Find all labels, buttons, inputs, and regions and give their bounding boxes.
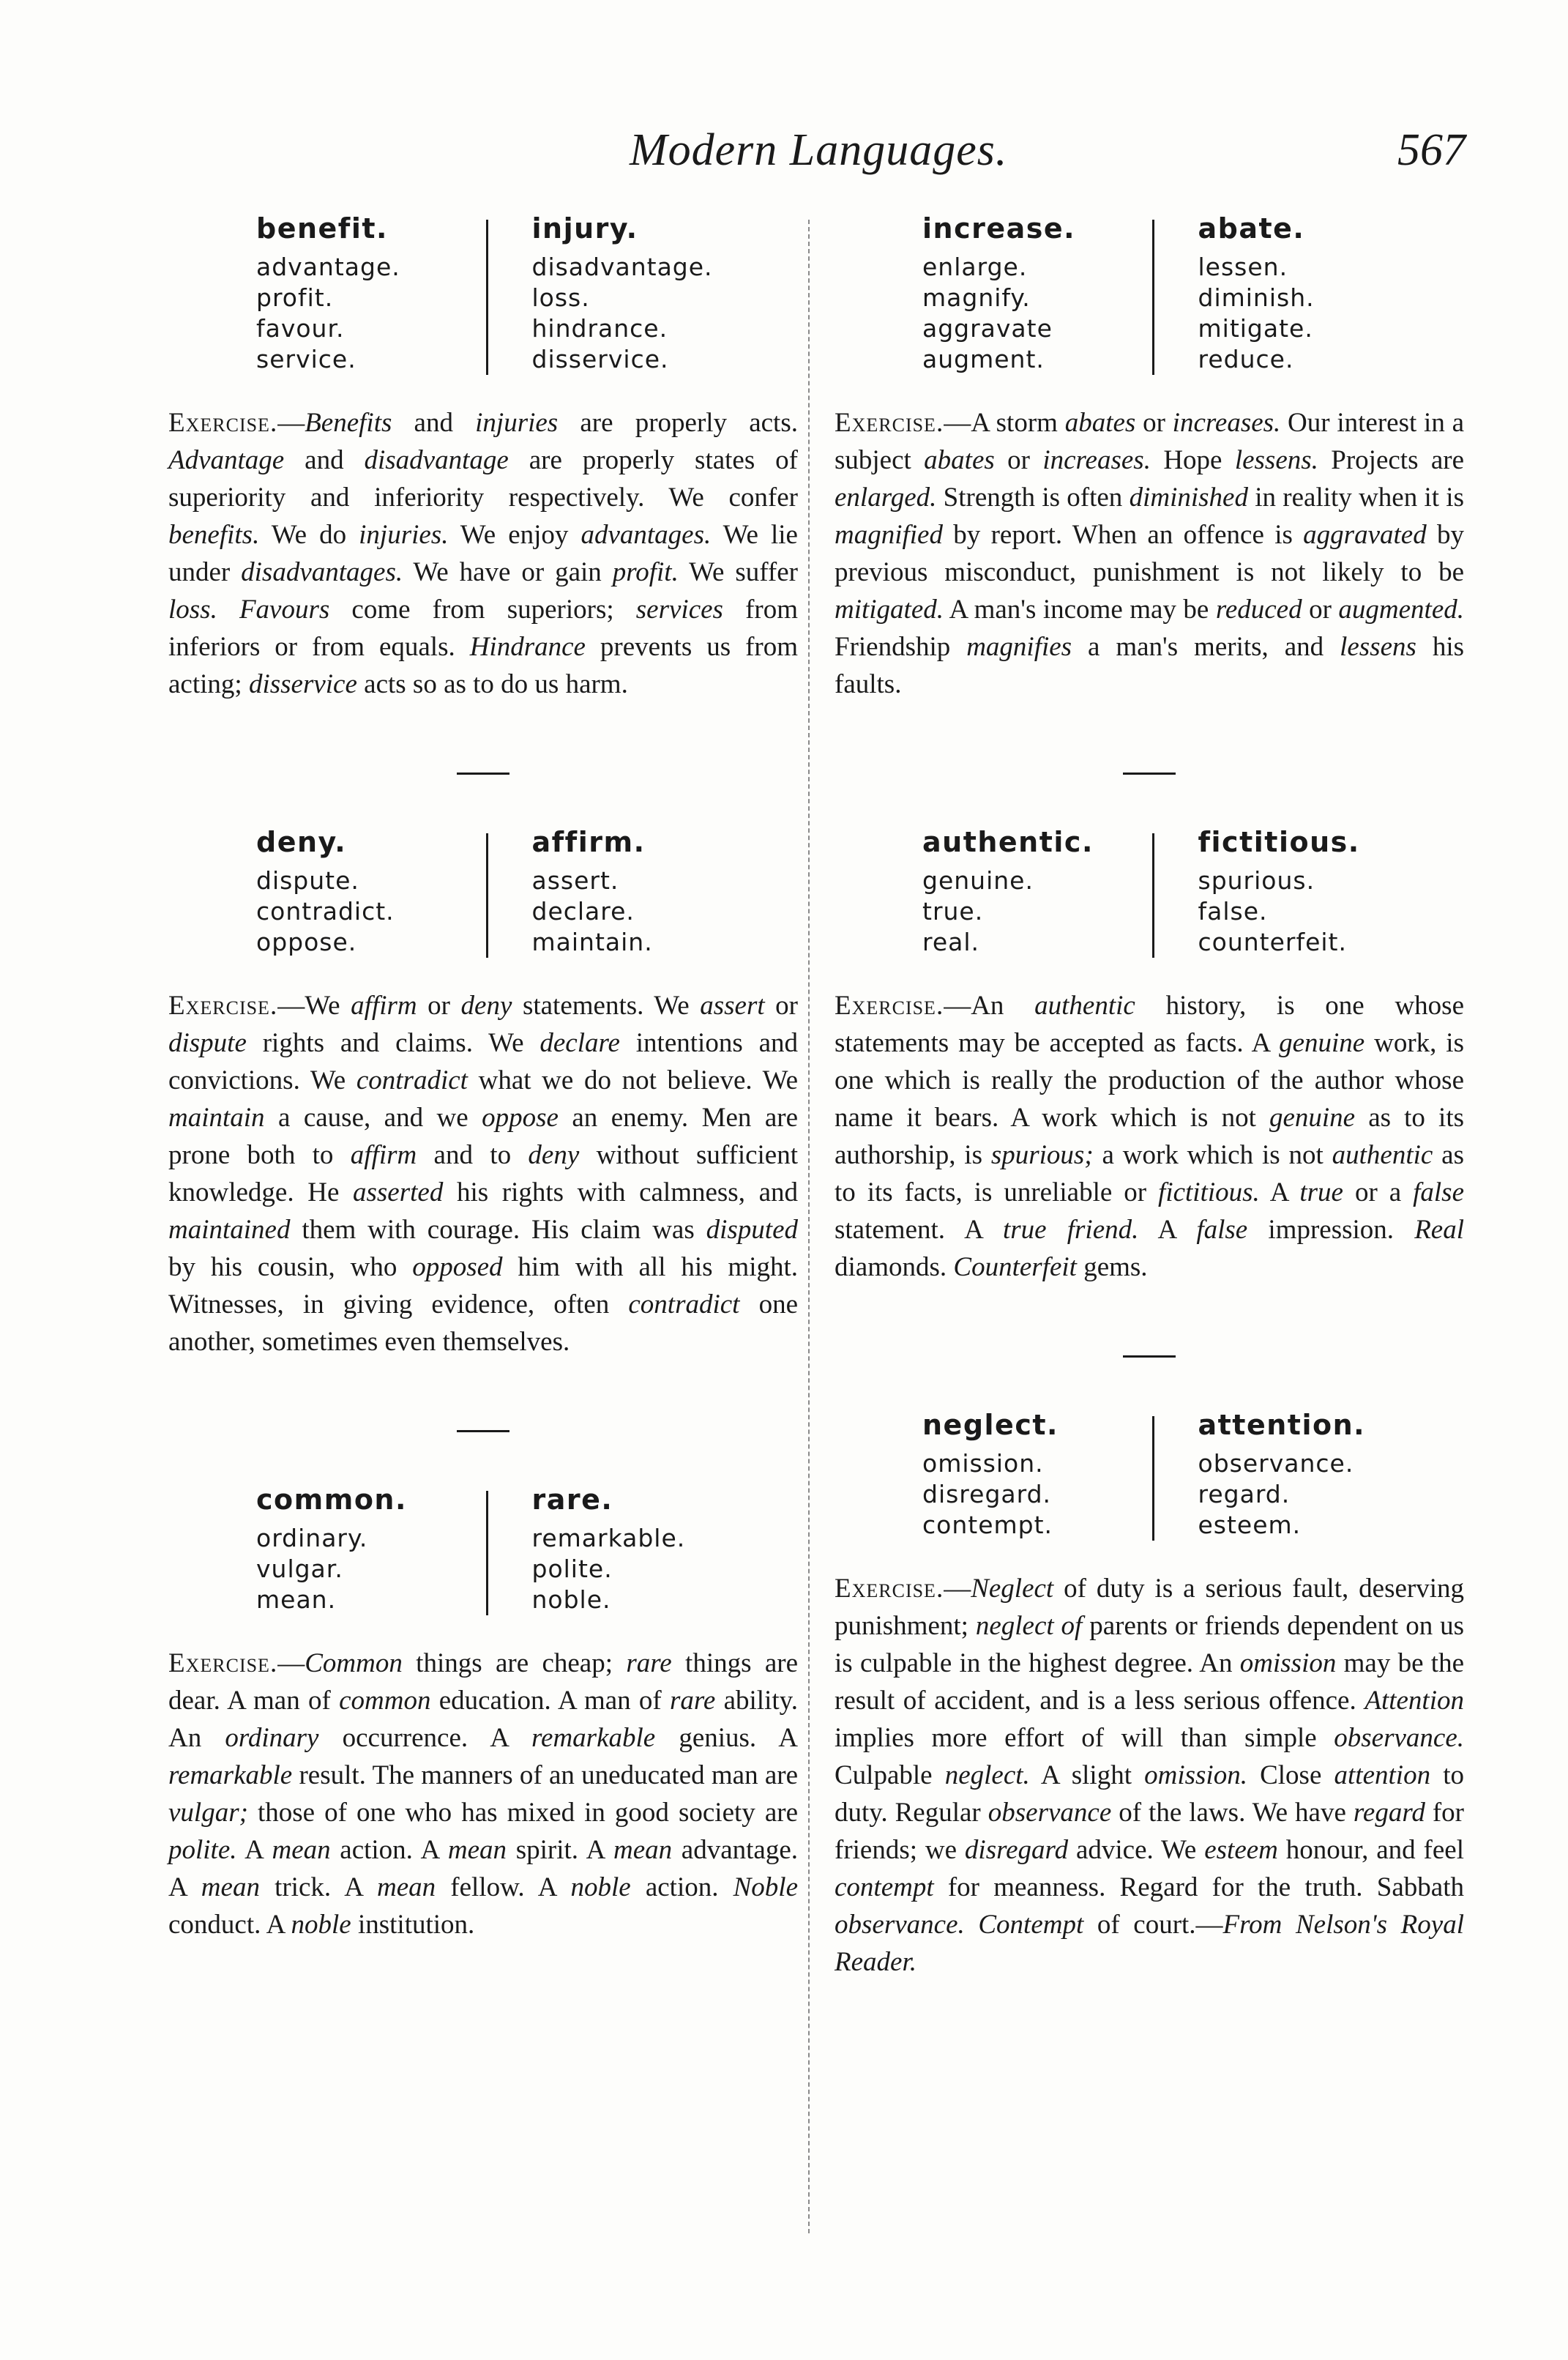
italic-term: attention — [1334, 1760, 1431, 1790]
synonym-group-affirm — [488, 826, 762, 958]
text: We do — [259, 520, 359, 550]
text: of duty is a serious fault, deserving punishment; — [835, 1574, 1464, 1641]
synonym: esteem. — [1198, 1511, 1302, 1539]
head-word: rare. — [531, 1484, 613, 1516]
text: his rights with calmness, and — [443, 1177, 798, 1207]
italic-term: Advantage — [168, 445, 285, 475]
italic-term: maintain — [168, 1103, 265, 1133]
synonym-group-rare — [488, 1484, 762, 1615]
synonym: favour. — [256, 314, 345, 343]
italic-term: contradict — [356, 1065, 468, 1095]
text: history, is one whose statements may be accepted as facts. A — [835, 991, 1464, 1058]
synonym: maintain. — [531, 928, 653, 956]
italic-term: Contempt — [978, 1910, 1084, 1940]
synonym: declare. — [531, 897, 635, 926]
text: diamonds. — [835, 1252, 954, 1282]
synonym: lessen. — [1198, 253, 1288, 281]
synonym-group-authentic — [871, 826, 1152, 958]
synonym-group-common — [205, 1484, 486, 1615]
synonym-group-increase — [871, 212, 1152, 375]
italic-term: augmented. — [1338, 595, 1464, 625]
italic-term: increases. — [1172, 408, 1281, 438]
text: conduct. A — [168, 1910, 291, 1940]
text: of court.— — [1083, 1910, 1223, 1940]
text: advantage. A — [168, 1835, 798, 1902]
text — [217, 595, 239, 625]
text: Friendship — [835, 632, 967, 662]
italic-term: mean — [613, 1835, 673, 1865]
italic-term: regard — [1353, 1798, 1425, 1828]
italic-term: omission. — [1144, 1760, 1247, 1790]
text: and — [392, 408, 476, 438]
synonym-pair-benefit-injury — [205, 212, 761, 375]
italic-term: vulgar; — [168, 1798, 248, 1828]
text: ability. An — [168, 1686, 798, 1753]
italic-term: Counterfeit — [953, 1252, 1077, 1282]
synonym: oppose. — [256, 928, 357, 956]
italic-term: noble — [291, 1910, 351, 1940]
text: or — [417, 991, 461, 1021]
exercise-label: Exercise. — [835, 1574, 944, 1604]
italic-term: injuries — [475, 408, 559, 438]
exercise-label: Exercise. — [168, 991, 278, 1021]
exercise-paragraph — [168, 404, 798, 703]
text: — — [944, 1574, 971, 1604]
synonym: reduce. — [1198, 345, 1294, 373]
italic-term: disservice — [248, 669, 357, 699]
text: are properly acts. — [558, 408, 798, 438]
italic-term: authentic — [1332, 1140, 1433, 1170]
synonym: observance. — [1198, 1449, 1354, 1478]
text: of the laws. We have — [1111, 1798, 1354, 1828]
synonym: regard. — [1198, 1480, 1291, 1508]
synonym-group-injury — [488, 212, 762, 375]
head-word: benefit. — [256, 212, 388, 245]
synonym-group-neglect — [871, 1409, 1152, 1541]
italic-term: From Nelson's Royal Reader. — [835, 1910, 1464, 1977]
text: without sufficient knowledge. He — [168, 1140, 798, 1207]
italic-term: mean — [377, 1872, 436, 1902]
italic-term: services — [635, 595, 723, 625]
text: what we do not believe. We — [467, 1065, 799, 1095]
synonym: dispute. — [256, 866, 359, 895]
italic-term: ordinary — [225, 1723, 319, 1753]
italic-term: authentic — [1034, 991, 1135, 1021]
text: statements. We — [512, 991, 701, 1021]
synonym: real. — [922, 928, 980, 956]
italic-term: diminished — [1129, 483, 1248, 513]
italic-term: mean — [201, 1872, 260, 1902]
synonym: aggravate — [922, 314, 1053, 343]
italic-term: Noble — [733, 1872, 798, 1902]
synonym-group-attention — [1154, 1409, 1428, 1541]
synonym-group-deny — [205, 826, 486, 958]
head-word: common. — [256, 1484, 407, 1516]
text: and to — [417, 1140, 529, 1170]
text: Projects are — [1318, 445, 1464, 475]
italic-term: oppose — [482, 1103, 559, 1133]
synonym-pair-increase-abate — [871, 212, 1427, 375]
text: or — [1135, 408, 1173, 438]
italic-term: true — [1299, 1177, 1343, 1207]
text: institution. — [351, 1910, 475, 1940]
exercise-paragraph — [168, 1645, 798, 1943]
text: or a — [1343, 1177, 1414, 1207]
text: A man's income may be — [944, 595, 1216, 625]
text: fellow. A — [436, 1872, 571, 1902]
synonym-group-abate — [1154, 212, 1428, 375]
exercise-label: Exercise. — [168, 1648, 278, 1678]
exercise-paragraph — [835, 987, 1464, 1286]
synonym: advantage. — [256, 253, 400, 281]
text: rights and claims. We — [246, 1028, 540, 1058]
running-title: Modern Languages. — [630, 125, 1008, 175]
italic-term: true friend. — [1003, 1215, 1139, 1245]
text: or — [994, 445, 1043, 475]
italic-term: spurious; — [990, 1140, 1094, 1170]
text: A slight — [1029, 1760, 1145, 1790]
italic-term: enlarged. — [835, 483, 937, 513]
text: prevents us from acting; — [168, 632, 798, 699]
italic-term: false — [1196, 1215, 1248, 1245]
italic-term: assert — [700, 991, 765, 1021]
text: Culpable — [835, 1760, 945, 1790]
text: or — [1302, 595, 1339, 625]
synonym-group-benefit — [205, 212, 486, 375]
italic-term: disregard — [964, 1835, 1069, 1865]
text: trick. A — [259, 1872, 377, 1902]
synonym: disregard. — [922, 1480, 1052, 1508]
italic-term: false — [1413, 1177, 1465, 1207]
synonym: true. — [922, 897, 984, 926]
text: —A storm — [944, 408, 1065, 438]
text: We lie under — [168, 520, 798, 587]
italic-term: contempt — [835, 1872, 934, 1902]
synonym: service. — [256, 345, 356, 373]
head-word: attention. — [1198, 1409, 1366, 1441]
italic-term: lessens. — [1234, 445, 1318, 475]
text: things are cheap; — [402, 1648, 627, 1678]
italic-term: omission — [1239, 1648, 1337, 1678]
text: him with all his might. Witnesses, in giving evidence, often — [168, 1252, 799, 1319]
text: result. The manners of an uneducated man are — [292, 1760, 798, 1790]
exercise-paragraph — [168, 987, 798, 1360]
text: parents or friends dependent on us is culpable in the highest degree. An — [835, 1611, 1464, 1678]
text: genius. A — [655, 1723, 798, 1753]
italic-term: remarkable — [168, 1760, 293, 1790]
text: We enjoy — [448, 520, 581, 550]
italic-term: dispute — [168, 1028, 247, 1058]
text: Hope — [1150, 445, 1235, 475]
italic-term: observance. — [1334, 1723, 1464, 1753]
synonym: mean. — [256, 1585, 337, 1614]
right-column — [835, 212, 1464, 1981]
synonym: augment. — [922, 345, 1045, 373]
synonym-pair-deny-affirm — [205, 826, 761, 958]
text: a man's merits, and — [1072, 632, 1340, 662]
italic-term: deny — [460, 991, 512, 1021]
head-word: affirm. — [531, 826, 646, 858]
text: action. A — [330, 1835, 448, 1865]
text: those of one who has mixed in good society are — [247, 1798, 798, 1828]
synonym-pair-neglect-attention — [871, 1409, 1427, 1541]
synonym: assert. — [531, 866, 619, 895]
synonym: remarkable. — [531, 1524, 686, 1552]
synonym: magnify. — [922, 283, 1031, 312]
text: by previous misconduct, punishment is not likely to be — [835, 520, 1464, 587]
synonym-pair-authentic-fictitious — [871, 826, 1427, 958]
synonym: diminish. — [1198, 283, 1315, 312]
italic-term: Hindrance — [469, 632, 586, 662]
text: — — [277, 408, 305, 438]
synonym-group-fictitious — [1154, 826, 1428, 958]
italic-term: mean — [447, 1835, 507, 1865]
synonym: vulgar. — [256, 1555, 343, 1583]
synonym: disadvantage. — [531, 253, 713, 281]
text: his faults. — [835, 632, 1464, 699]
text: or — [764, 991, 798, 1021]
text: A — [236, 1835, 272, 1865]
text: Close — [1247, 1760, 1334, 1790]
head-word: authentic. — [922, 826, 1094, 858]
page-number: 567 — [1397, 125, 1466, 175]
italic-term: remarkable — [531, 1723, 656, 1753]
text: and — [284, 445, 365, 475]
italic-term: reduced — [1215, 595, 1302, 625]
text: in reality when it is — [1247, 483, 1464, 513]
italic-term: declare — [540, 1028, 620, 1058]
italic-term: affirm — [351, 991, 417, 1021]
italic-term: genuine — [1269, 1103, 1356, 1133]
italic-term: disadvantage — [364, 445, 509, 475]
italic-term: profit. — [612, 557, 679, 587]
text: for meanness. Regard for the truth. Sabbath — [933, 1872, 1464, 1902]
italic-term: Real — [1414, 1215, 1464, 1245]
italic-term: abates — [1064, 408, 1136, 438]
italic-term: polite. — [168, 1835, 237, 1865]
head-word: deny. — [256, 826, 347, 858]
exercise-label: Exercise. — [168, 408, 278, 438]
text: things are dear. A man of — [168, 1648, 798, 1716]
text: implies more effort of will than simple — [835, 1723, 1334, 1753]
text: work, is one which is really the production of the author whose name it bears. A work which is not — [835, 1028, 1464, 1133]
synonym: polite. — [531, 1555, 613, 1583]
text: education. A man of — [430, 1686, 670, 1716]
text: a work which is not — [1093, 1140, 1332, 1170]
text: one another, sometimes even themselves. — [168, 1289, 798, 1357]
text: as to its authorship, is — [835, 1103, 1464, 1170]
italic-term: disadvantages. — [241, 557, 403, 587]
text: as to its facts, is unreliable or — [835, 1140, 1464, 1207]
italic-term: fictitious. — [1158, 1177, 1260, 1207]
text: may be the result of accident, and is a less serious offence. — [835, 1648, 1464, 1716]
italic-term: esteem — [1204, 1835, 1278, 1865]
text: —We — [277, 991, 351, 1021]
head-word: fictitious. — [1198, 826, 1360, 858]
text: them with courage. His claim was — [290, 1215, 706, 1245]
text: Our interest in a subject — [835, 408, 1464, 475]
text: a cause, and we — [264, 1103, 482, 1133]
italic-term: rare — [626, 1648, 672, 1678]
text: statement. A — [835, 1215, 1003, 1245]
text: We suffer — [678, 557, 798, 587]
italic-term: affirm — [350, 1140, 417, 1170]
italic-term: deny — [528, 1140, 580, 1170]
italic-term: genuine — [1279, 1028, 1365, 1058]
exercise-label: Exercise. — [835, 991, 944, 1021]
italic-term: noble — [570, 1872, 631, 1902]
exercise-label: Exercise. — [835, 408, 944, 438]
italic-term: magnified — [835, 520, 943, 550]
italic-term: advantages. — [580, 520, 712, 550]
exercise-paragraph — [835, 404, 1464, 703]
text: for friends; we — [835, 1798, 1464, 1865]
head-word: neglect. — [922, 1409, 1059, 1441]
text: A — [1138, 1215, 1197, 1245]
italic-term: injuries. — [359, 520, 449, 550]
italic-term: Benefits — [305, 408, 392, 438]
italic-term: Attention — [1364, 1686, 1464, 1716]
left-column — [168, 212, 798, 1943]
synonym: counterfeit. — [1198, 928, 1347, 956]
italic-term: rare — [669, 1686, 716, 1716]
text: Strength is often — [936, 483, 1130, 513]
text: advice. We — [1068, 1835, 1205, 1865]
text: come from superiors; — [329, 595, 636, 625]
synonym: spurious. — [1198, 866, 1315, 895]
italic-term: lessens — [1340, 632, 1416, 662]
synonym: ordinary. — [256, 1524, 368, 1552]
italic-term: Neglect — [971, 1574, 1054, 1604]
text: impression. — [1247, 1215, 1415, 1245]
head-word: abate. — [1198, 212, 1305, 245]
italic-term: mitigated. — [835, 595, 944, 625]
italic-term: aggravated — [1303, 520, 1427, 550]
text: honour, and feel — [1277, 1835, 1464, 1865]
text: spirit. A — [507, 1835, 613, 1865]
text: from inferiors or from equals. — [168, 595, 798, 662]
text: by report. When an offence is — [942, 520, 1304, 550]
text: gems. — [1076, 1252, 1148, 1282]
italic-term: abates — [924, 445, 995, 475]
italic-term: contradict — [628, 1289, 740, 1319]
italic-term: asserted — [353, 1177, 444, 1207]
text: by his cousin, who — [168, 1252, 413, 1282]
italic-term: Favours — [239, 595, 330, 625]
italic-term: opposed — [412, 1252, 503, 1282]
text: are properly states of superiority and inferiority respectively. We confer — [168, 445, 798, 513]
exercise-paragraph — [835, 1570, 1464, 1981]
head-word: injury. — [531, 212, 638, 245]
synonym: omission. — [922, 1449, 1044, 1478]
synonym: noble. — [531, 1585, 611, 1614]
text: to duty. Regular — [835, 1760, 1465, 1828]
synonym-pair-common-rare — [205, 1484, 761, 1615]
synonym: false. — [1198, 897, 1268, 926]
italic-term: common — [339, 1686, 431, 1716]
column-divider — [808, 220, 810, 2233]
italic-term: observance — [988, 1798, 1112, 1828]
page-header — [0, 124, 1568, 190]
synonym: contradict. — [256, 897, 395, 926]
synonym: contempt. — [922, 1511, 1053, 1539]
text: acts so as to do us harm. — [356, 669, 628, 699]
text: occurrence. A — [318, 1723, 531, 1753]
synonym: mitigate. — [1198, 314, 1313, 343]
synonym: disservice. — [531, 345, 669, 373]
synonym: enlarge. — [922, 253, 1028, 281]
italic-term: magnifies — [966, 632, 1072, 662]
text: —An — [944, 991, 1035, 1021]
head-word: increase. — [922, 212, 1076, 245]
text — [965, 1910, 979, 1940]
italic-term: observance. — [835, 1910, 965, 1940]
italic-term: neglect of — [975, 1611, 1083, 1641]
italic-term: disputed — [706, 1215, 798, 1245]
italic-term: benefits. — [168, 520, 260, 550]
text: — — [277, 1648, 305, 1678]
synonym: genuine. — [922, 866, 1034, 895]
text: A — [1259, 1177, 1300, 1207]
synonym: loss. — [531, 283, 590, 312]
italic-term: maintained — [168, 1215, 291, 1245]
italic-term: increases. — [1042, 445, 1151, 475]
italic-term: mean — [272, 1835, 331, 1865]
italic-term: neglect. — [944, 1760, 1030, 1790]
text: an enemy. Men are prone both to — [168, 1103, 798, 1170]
italic-term: loss. — [168, 595, 217, 625]
synonym: hindrance. — [531, 314, 668, 343]
text: action. — [630, 1872, 733, 1902]
italic-term: Common — [305, 1648, 403, 1678]
synonym: profit. — [256, 283, 334, 312]
text: intentions and convictions. We — [168, 1028, 798, 1095]
text: We have or gain — [403, 557, 613, 587]
